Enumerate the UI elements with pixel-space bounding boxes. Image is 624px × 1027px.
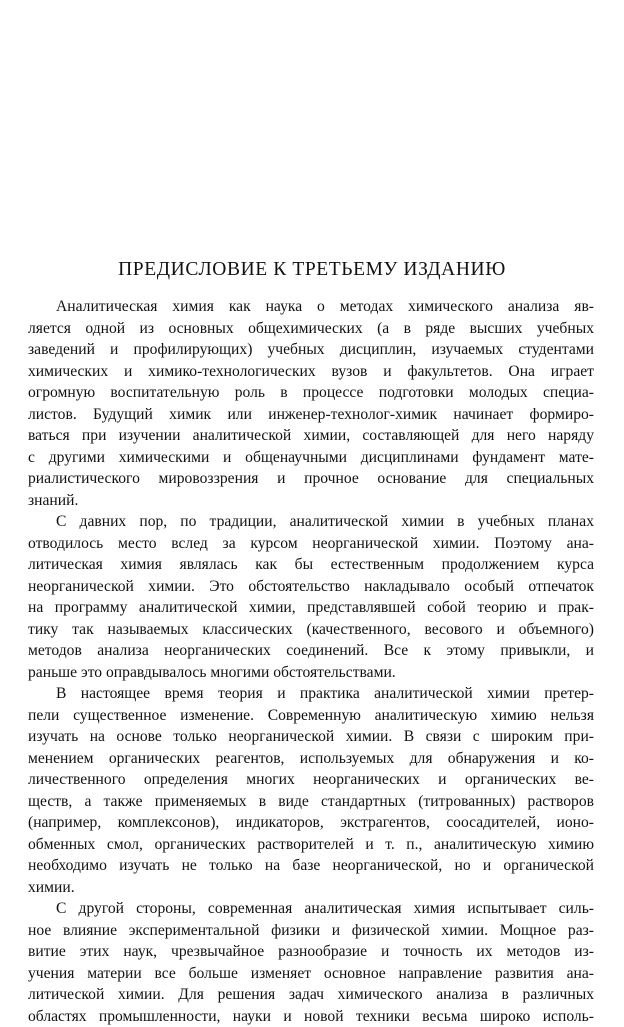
text-line: ществ, а также применяемых в виде стандартных (титрованных) растворов — [28, 791, 594, 813]
text-line: огромную воспитательную роль в процессе подготовки молодых специа- — [28, 382, 594, 404]
body-text — [28, 296, 594, 1027]
text-line: с другими химическими и общенаучными дисциплинами фундамент мате- — [28, 447, 594, 469]
text-line: витие этих наук, чрезвычайное разнообразие и точность их методов из- — [28, 941, 594, 963]
text-line: химии. — [28, 877, 594, 899]
paragraph-1 — [28, 296, 594, 511]
text-line: риалистического мировоззрения и прочное основание для специальных — [28, 468, 594, 490]
text-line: С давних пор, по традиции, аналитической химии в учебных планах — [28, 511, 594, 533]
text-line: личественного определения многих неорганических и органических ве- — [28, 769, 594, 791]
text-line: литической химии. Для решения задач химического анализа в различных — [28, 984, 594, 1006]
text-line: заведений и профилирующих) учебных дисциплин, изучаемых студентами — [28, 339, 594, 361]
text-line: менением органических реагентов, используемых для обнаружения и ко- — [28, 748, 594, 770]
text-line: ное влияние экспериментальной физики и физической химии. Мощное раз- — [28, 920, 594, 942]
text-line: методов анализа неорганических соединений. Все к этому привыкли, и — [28, 640, 594, 662]
text-line: листов. Будущий химик или инженер-технолог-химик начинает формиро- — [28, 404, 594, 426]
text-line: Аналитическая химия как наука о методах химического анализа яв- — [28, 296, 594, 318]
text-line: пели существенное изменение. Современную аналитическую химию нельзя — [28, 705, 594, 727]
text-line: необходимо изучать не только на базе неорганической, но и органической — [28, 855, 594, 877]
text-line: раньше это оправдывалось многими обстоятельствами. — [28, 662, 594, 684]
paragraph-2 — [28, 511, 594, 683]
text-line: ваться при изучении аналитической химии, составляющей для него наряду — [28, 425, 594, 447]
text-line: С другой стороны, современная аналитическая химия испытывает силь- — [28, 898, 594, 920]
text-line: литическая химия являлась как бы естественным продолжением курса — [28, 554, 594, 576]
text-line: неорганической химии. Это обстоятельство накладывало особый отпечаток — [28, 576, 594, 598]
text-line: В настоящее время теория и практика аналитической химии претер- — [28, 683, 594, 705]
text-line: (например, комплексонов), индикаторов, экстрагентов, соосадителей, ионо- — [28, 812, 594, 834]
page-heading: ПРЕДИСЛОВИЕ К ТРЕТЬЕМУ ИЗДАНИЮ — [0, 258, 624, 282]
text-line: отводилось место вслед за курсом неорганической химии. Поэтому ана- — [28, 533, 594, 555]
text-line: ляется одной из основных общехимических (а в ряде высших учебных — [28, 318, 594, 340]
text-line: на программу аналитической химии, представлявшей собой теорию и прак- — [28, 597, 594, 619]
text-line: областях промышленности, науки и новой техники весьма широко исполь- — [28, 1006, 594, 1027]
text-line: изучать на основе только неорганической химии. В связи с широким при- — [28, 726, 594, 748]
text-line: обменных смол, органических растворителей и т. п., аналитическую химию — [28, 834, 594, 856]
text-line: тику так называемых классических (качественного, весового и объемного) — [28, 619, 594, 641]
paragraph-3 — [28, 683, 594, 898]
text-line: химических и химико-технологических вузов и факультетов. Она играет — [28, 361, 594, 383]
text-line: учения материи все больше изменяет основное направление развития ана- — [28, 963, 594, 985]
text-line: знаний. — [28, 490, 594, 512]
paragraph-4 — [28, 898, 594, 1027]
